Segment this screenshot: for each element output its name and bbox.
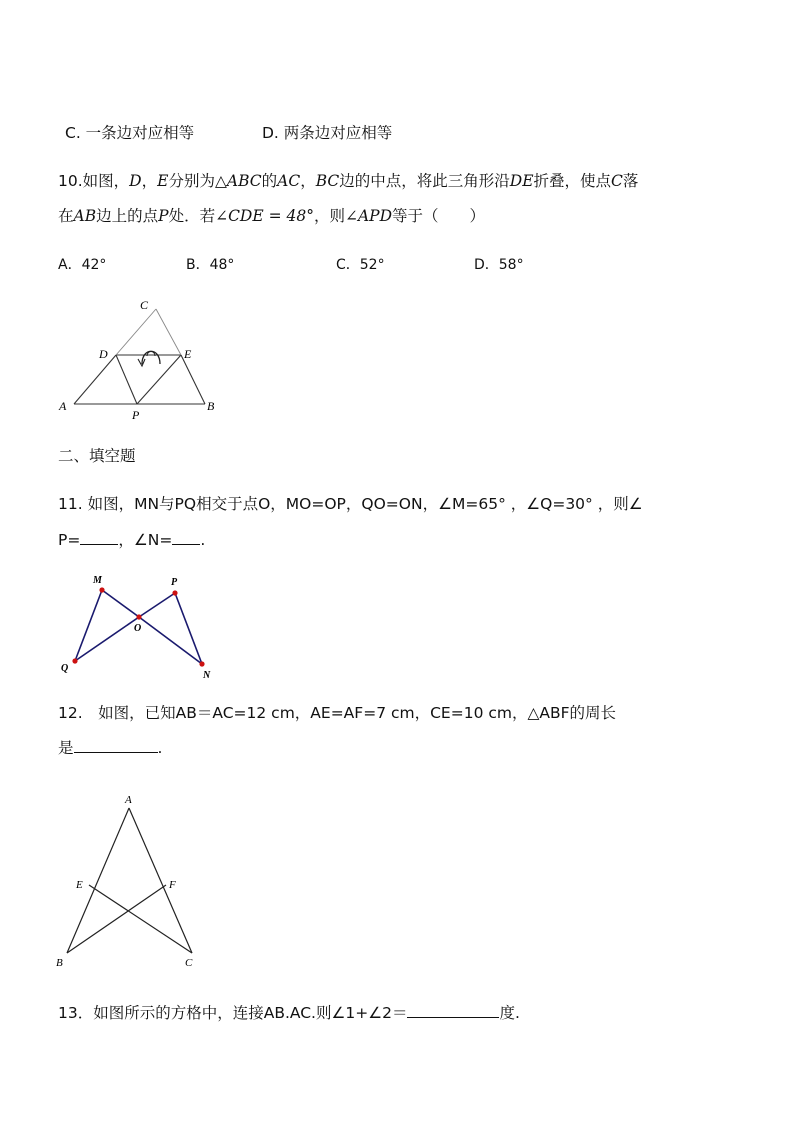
q10-text: 的 (261, 172, 278, 190)
q10-text: 分别为 (168, 172, 215, 190)
fold-arrow-icon (142, 351, 160, 364)
q12-text: 是 (58, 739, 74, 757)
q11-text: P= (58, 531, 81, 549)
q9-option-d: D. 两条边对应相等 (262, 124, 393, 142)
point-p (172, 590, 177, 595)
label-c: C (185, 957, 193, 969)
segment-ad (74, 355, 116, 404)
segment-dp (116, 355, 137, 404)
point-m (99, 587, 104, 592)
q11-text: ，∠N= (118, 531, 173, 549)
q10-triangle-figure (50, 292, 230, 422)
q10-text: ， (300, 172, 316, 190)
q12-stem-line1: 12. 如图，已知AB＝AC=12 cm，AE=AF=7 cm，CE=10 cm，△ABF的周长 (58, 704, 617, 722)
label-a: A (125, 794, 132, 806)
q10-comma: ， (141, 172, 158, 190)
q10-segment-de: DE (509, 172, 534, 190)
point-q (72, 658, 77, 663)
segment-ec (89, 885, 192, 953)
segment-qo (75, 617, 142, 661)
q10-point-d: D (129, 172, 142, 190)
q9-option-c: C. 一条边对应相等 (65, 124, 195, 142)
q13-stem (58, 1003, 520, 1023)
segment-mq (75, 590, 102, 661)
label-o: O (134, 623, 142, 634)
label-p: P (171, 577, 178, 588)
q10-option-a: A．42° (58, 257, 107, 273)
q11-text: . (200, 531, 206, 549)
label-f: F (169, 879, 176, 891)
q10-text: 等于（ ） (392, 207, 486, 225)
section-title: 二、填空题 (58, 447, 136, 465)
q12-stem-line2 (58, 738, 162, 758)
segment-ac (129, 808, 192, 953)
label-b: B (207, 399, 215, 413)
q10-segment-bc: BC (315, 172, 340, 190)
q10-text: 边上的点 (96, 207, 159, 225)
segment-op (139, 593, 175, 617)
q10-condition: ∠CDE = 48° (215, 207, 314, 225)
q10-text: 处．若 (168, 207, 216, 225)
q10-point-c: C (611, 172, 623, 190)
label-d: D (99, 347, 108, 361)
q10-stem-line2 (58, 206, 485, 226)
q10-point-e: E (157, 172, 169, 190)
q12-triangle-figure (50, 790, 210, 975)
label-e: E (76, 879, 83, 891)
q11-stem-line1: 11. 如图，MN与PQ相交于点O，MO=OP，QO=ON，∠M=65° ，∠Q=30° ，则∠ (58, 495, 643, 513)
q10-triangle-symbol: △ (214, 172, 227, 190)
label-e: E (184, 347, 192, 361)
q10-number: 10. (58, 172, 83, 190)
q10-option-b: B．48° (186, 257, 235, 273)
q10-text: 折叠，使点 (533, 172, 612, 190)
q13-text: 13．如图所示的方格中，连接AB.AC.则∠1+∠2＝ (58, 1004, 408, 1022)
q10-option-d: D．58° (474, 257, 524, 273)
label-m: M (93, 575, 102, 586)
q13-text: 度. (499, 1004, 520, 1022)
q10-stem-line1 (58, 171, 638, 191)
label-c: C (140, 298, 149, 312)
q10-triangle-abc: ABC (226, 172, 262, 190)
q10-segment-ab: AB (73, 207, 97, 225)
point-o (136, 614, 141, 619)
label-p: P (132, 408, 140, 422)
q11-answer-blank-n[interactable] (172, 530, 200, 545)
segment-mo (102, 590, 139, 617)
q10-option-c: C．52° (336, 257, 385, 273)
q12-text: . (157, 739, 163, 757)
label-n: N (203, 670, 211, 680)
q10-point-p: P (158, 207, 169, 225)
point-n (199, 661, 204, 666)
segment-be (181, 355, 205, 404)
q11-answer-blank-p[interactable] (80, 530, 118, 545)
label-q: Q (61, 663, 69, 674)
segment-dc (116, 309, 156, 355)
q11-crossing-lines-figure (55, 570, 225, 680)
q10-text: 在 (58, 207, 74, 225)
q10-text: ，则 (313, 207, 345, 225)
q10-text: 落 (622, 172, 639, 190)
q13-answer-blank[interactable] (407, 1003, 499, 1018)
q11-stem-line2 (58, 530, 205, 550)
segment-ce (156, 309, 181, 355)
q10-segment-ac: AC (277, 172, 301, 190)
q10-text: 如图， (82, 172, 130, 190)
label-a: A (59, 399, 67, 413)
q12-answer-blank[interactable] (74, 738, 158, 753)
label-b: B (56, 957, 63, 969)
q10-text: 边的中点，将此三角形沿 (339, 172, 510, 190)
q10-angle-apd: ∠APD (345, 207, 393, 225)
